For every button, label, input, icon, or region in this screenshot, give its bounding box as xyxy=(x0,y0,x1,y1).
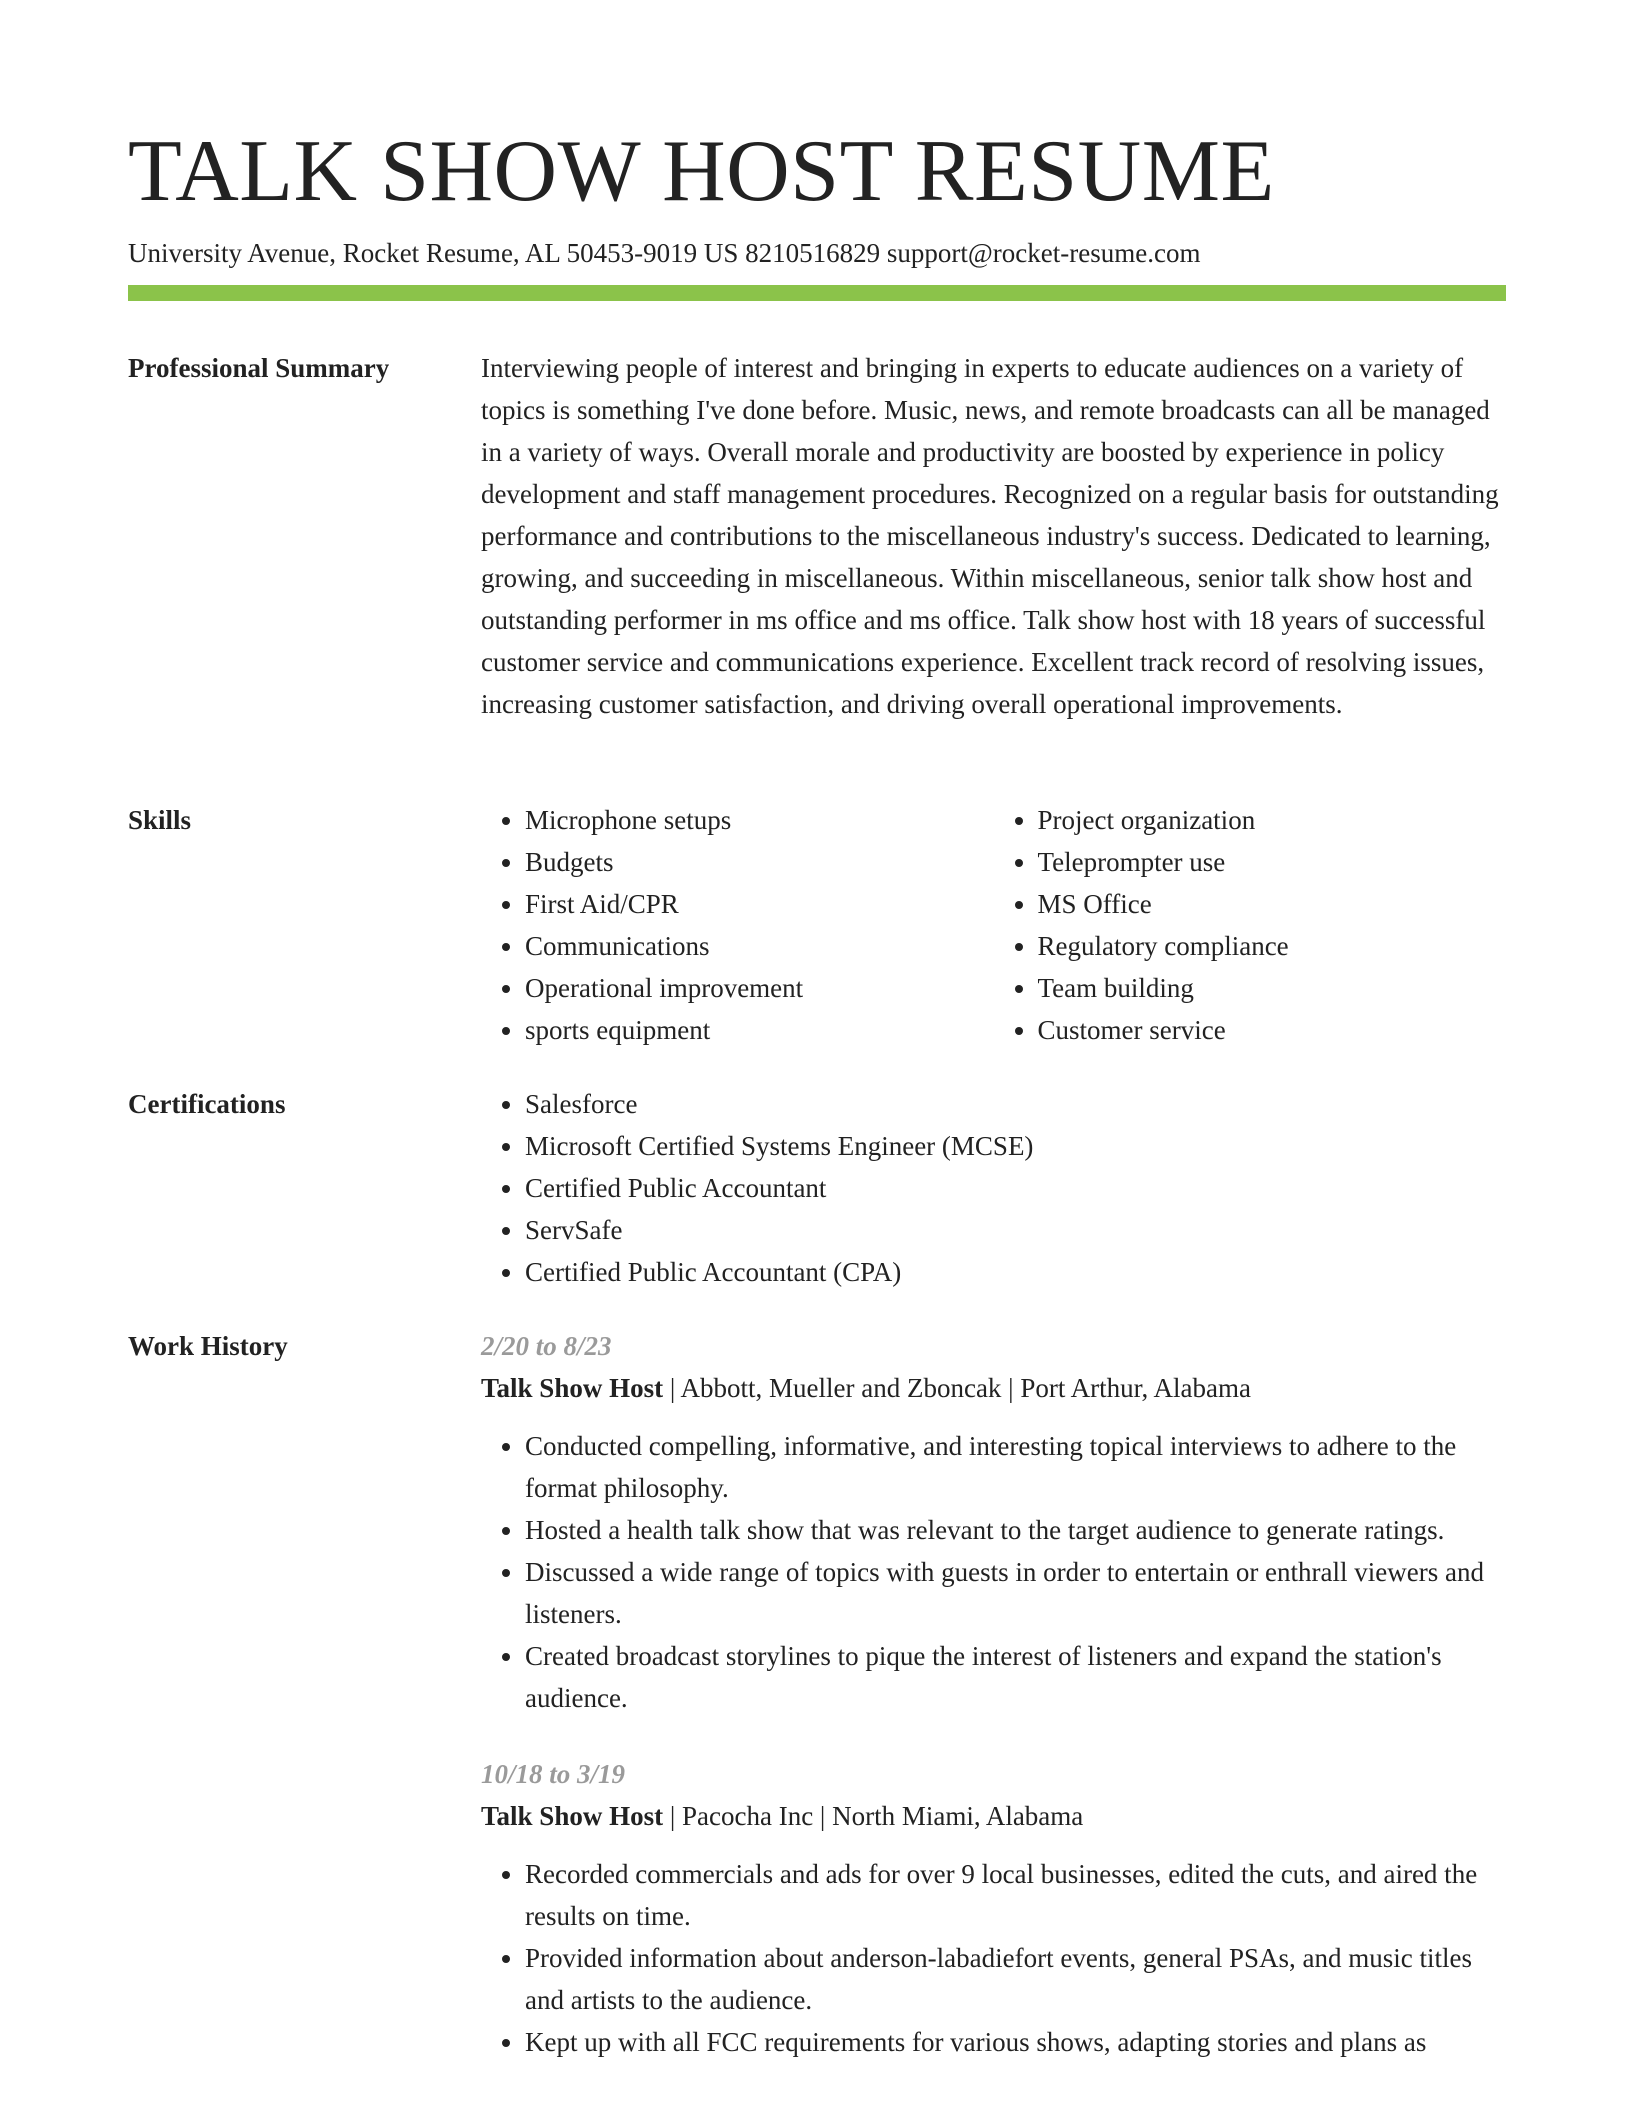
skill-item: • Customer service xyxy=(1038,1009,1507,1051)
job-bullet: • Hosted a health talk show that was relevant to the target audience to generate ratings. xyxy=(525,1509,1506,1551)
skill-item: • MS Office xyxy=(1038,883,1507,925)
job-dates: 2/20 to 8/23 xyxy=(481,1331,612,1361)
certification-item: • Certified Public Accountant xyxy=(525,1167,1506,1209)
skill-item: • sports equipment xyxy=(525,1009,994,1051)
certification-item: • Salesforce xyxy=(525,1083,1506,1125)
job-bullets xyxy=(481,1425,1506,1719)
certification-item: • Microsoft Certified Systems Engineer (MCSE) xyxy=(525,1125,1506,1167)
skills-list-right xyxy=(994,799,1507,1051)
job-title: Talk Show Host xyxy=(481,1801,664,1831)
job-title: Talk Show Host xyxy=(481,1373,664,1403)
job-bullet: • Provided information about anderson-labadiefort events, general PSAs, and music titles and artists to the audience. xyxy=(525,1937,1506,2021)
job-employer-location: | Pacocha Inc | North Miami, Alabama xyxy=(663,1801,1084,1831)
skill-item: • Team building xyxy=(1038,967,1507,1009)
job-employer-location: | Abbott, Mueller and Zboncak | Port Arthur, Alabama xyxy=(663,1373,1251,1403)
job-bullet: • Discussed a wide range of topics with guests in order to entertain or enthrall viewers and listeners. xyxy=(525,1551,1506,1635)
skill-item: • Communications xyxy=(525,925,994,967)
header-divider xyxy=(128,285,1506,301)
skill-item: • First Aid/CPR xyxy=(525,883,994,925)
skill-item: • Project organization xyxy=(1038,799,1507,841)
job-entry xyxy=(481,1325,1506,1719)
job-heading xyxy=(481,1367,1506,1409)
certification-item: • Certified Public Accountant (CPA) xyxy=(525,1251,1506,1293)
skill-item: • Operational improvement xyxy=(525,967,994,1009)
skill-item: • Regulatory compliance xyxy=(1038,925,1507,967)
job-bullets xyxy=(481,1853,1506,2063)
job-bullet: • Conducted compelling, informative, and interesting topical interviews to adhere to the format philosophy. xyxy=(525,1425,1506,1509)
skill-item: • Microphone setups xyxy=(525,799,994,841)
job-bullet: • Recorded commercials and ads for over 9 local businesses, edited the cuts, and aired the results on time. xyxy=(525,1853,1506,1937)
certifications-list xyxy=(481,1083,1506,1293)
summary-text: Interviewing people of interest and bringing in experts to educate audiences on a variety of topics is something I've done before. Music, news, and remote broadcasts can all be managed in a variety of ways. Overall morale and productivity are boosted by experience in policy development and staff management procedures. Recognized on a regular basis for outstanding performance and contributions to the miscellaneous industry's success. Dedicated to learning, growing, and succeeding in miscellaneous. Within miscellaneous, senior talk show host and outstanding performer in ms office and ms office. Talk show host with 18 years of successful customer service and communications experience. Excellent track record of resolving issues, increasing customer satisfaction, and driving overall operational improvements. xyxy=(481,353,1499,719)
resume-title: TALK SHOW HOST RESUME xyxy=(128,123,1275,220)
certification-item: • ServSafe xyxy=(525,1209,1506,1251)
job-dates: 10/18 to 3/19 xyxy=(481,1759,626,1789)
summary-label: Professional Summary xyxy=(128,353,390,383)
job-bullet: • Kept up with all FCC requirements for various shows, adapting stories and plans as xyxy=(525,2021,1506,2063)
certifications-label: Certifications xyxy=(128,1089,286,1119)
job-bullet: • Created broadcast storylines to pique the interest of listeners and expand the station's audience. xyxy=(525,1635,1506,1719)
job-heading xyxy=(481,1795,1506,1837)
contact-line: University Avenue, Rocket Resume, AL 50453-9019 US 8210516829 support@rocket-resume.com xyxy=(128,238,1201,268)
work-history-label: Work History xyxy=(128,1331,288,1361)
skills-label: Skills xyxy=(128,805,192,835)
skill-item: • Teleprompter use xyxy=(1038,841,1507,883)
job-entry xyxy=(481,1753,1506,2063)
skill-item: • Budgets xyxy=(525,841,994,883)
skills-list-left xyxy=(481,799,994,1051)
resume-header xyxy=(128,118,1506,270)
